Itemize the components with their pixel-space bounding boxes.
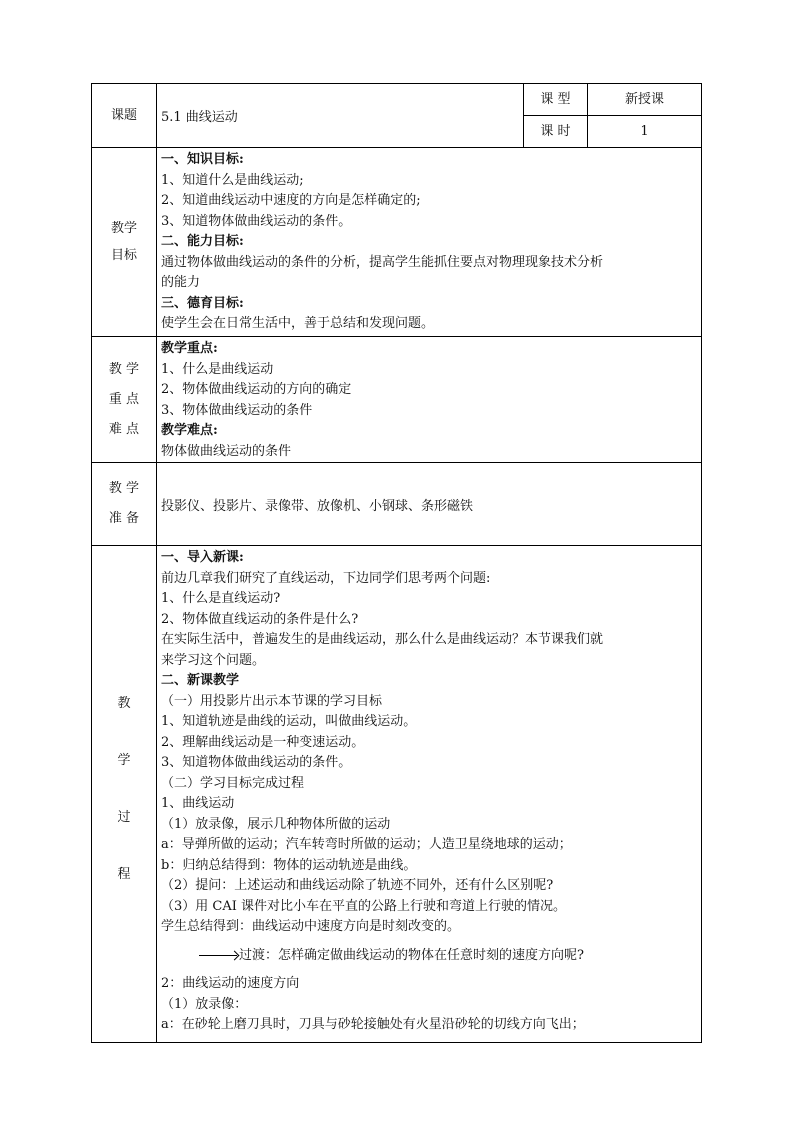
text-line: b：归纳总结得到：物体的运动轨迹是曲线。 [161,857,417,873]
hours-value: 1 [640,124,649,139]
text-line: （2）提问：上述运动和曲线运动除了轨迹不同外，还有什么区别呢? [161,878,554,893]
text-line: 3、知道物体做曲线运动的条件。 [161,755,352,770]
text-line: 过渡：怎样确定做曲线运动的物体在任意时刻的速度方向呢? [161,946,701,967]
text-line: 1、什么是直线运动? [161,591,281,606]
lesson-plan-table [91,83,702,1043]
text-line: 3、物体做曲线运动的条件 [161,402,313,418]
topic-value-cell [156,83,523,147]
text-line: 二、新课教学 [161,673,240,688]
hours-label: 课 时 [540,124,571,139]
type-label-cell [523,83,587,115]
keypoints-label-line: 重 点 [108,391,140,407]
topic-value: 5.1 曲线运动 [161,110,238,125]
process-content [156,545,702,1043]
goals-label-cell [91,147,156,336]
text-line: a：在砂轮上磨刀具时，刀具与砂轮接触处有火星沿砂轮的切线方向飞出； [161,1017,585,1032]
goals-label-line: 教学 [110,221,137,236]
prep-label-line: 准 备 [108,511,140,526]
text-line: （二）学习目标完成过程 [161,775,305,791]
text-line: 1、曲线运动 [161,796,235,811]
type-label: 课 型 [540,92,571,107]
text-line: 一、导入新课: [161,550,244,565]
process-label-line: 过 [117,810,131,825]
text-line: 2、物体做曲线运动的方向的确定 [161,382,352,397]
type-value: 新授课 [624,92,664,107]
goals-content [156,147,702,336]
text-line: 2：曲线运动的速度方向 [161,976,300,991]
text-line: 三、德育目标: [161,295,244,311]
keypoints-label-cell [91,336,156,462]
process-label-line: 学 [117,753,131,768]
text-line: 通过物体做曲线运动的条件的分析，提高学生能抓住要点对物理现象技术分析 [161,254,604,270]
text-line: 1、知道轨迹是曲线的运动，叫做曲线运动。 [161,714,417,729]
text-line: 教学难点: [161,423,218,438]
topic-label: 课题 [110,108,137,123]
prep-label-cell [91,462,156,545]
topic-label-cell [91,83,156,147]
hours-label-cell [523,115,587,147]
text-line: 1、知道什么是曲线运动; [161,172,304,188]
type-value-cell [587,83,702,115]
text-line: 在实际生活中，普遍发生的是曲线运动，那么什么是曲线运动？本节课我们就 [161,632,604,647]
text-line: 一、知识目标: [161,152,244,167]
arrow-icon [199,955,237,956]
text-line: 前边几章我们研究了直线运动，下边同学们思考两个问题: [161,570,491,586]
text-line: （一）用投影片出示本节课的学习目标 [161,693,383,709]
text-line: 的能力 [161,275,201,290]
keypoints-label-line: 教 学 [108,361,140,377]
text-line: 2、理解曲线运动是一种变速运动。 [161,734,365,750]
keypoints-content [156,336,702,462]
text-line: 物体做曲线运动的条件 [161,443,292,459]
text-line: （1）放录像： [161,996,248,1012]
goals-label-line: 目标 [110,248,137,263]
process-label-line: 教 [117,696,131,711]
prep-label-line: 教 学 [108,481,140,496]
text-line: 来学习这个问题。 [161,652,266,668]
prep-text: 投影仪、投影片、录像带、放像机、小钢球、条形磁铁 [161,498,474,514]
hours-value-cell [587,115,702,147]
text-line: 学生总结得到：曲线运动中速度方向是时刻改变的。 [161,919,461,934]
keypoints-label-line: 难 点 [108,421,140,437]
text-line: 2、物体做直线运动的条件是什么? [161,611,359,627]
prep-content [156,462,702,545]
text-line: 使学生会在日常生活中，善于总结和发现问题。 [161,316,435,331]
process-label-cell [91,545,156,1043]
text-line: 1、什么是曲线运动 [161,361,274,377]
text-line: a：导弹所做的运动；汽车转弯时所做的运动；人造卫星绕地球的运动； [161,837,572,852]
text-line: （3）用 CAI 课件对比小车在平直的公路上行驶和弯道上行驶的情况。 [161,898,567,914]
text-line: （1）放录像，展示几种物体所做的运动 [161,816,391,832]
process-label-line: 程 [117,867,131,882]
text-line: 二、能力目标: [161,234,244,249]
text-line: 教学重点: [161,341,218,356]
text-line: 3、知道物体做曲线运动的条件。 [161,213,352,229]
text-line: 2、知道曲线运动中速度的方向是怎样确定的; [161,193,421,208]
